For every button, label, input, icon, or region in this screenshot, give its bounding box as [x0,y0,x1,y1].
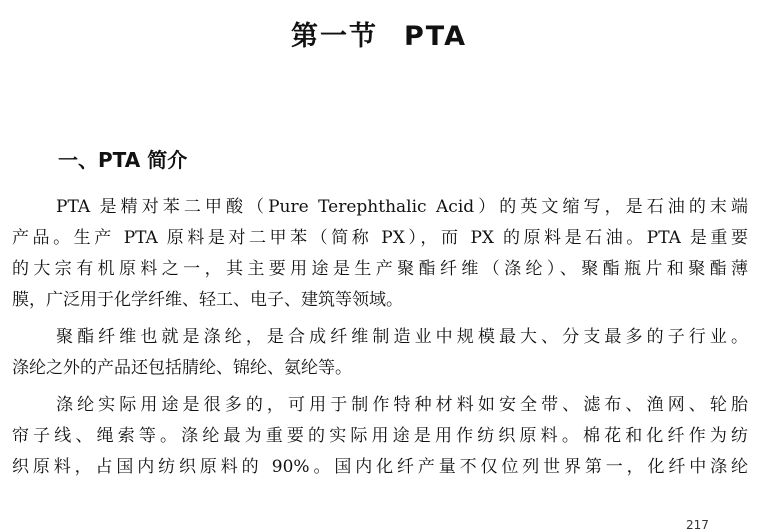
paragraph [12,322,748,384]
text-line: 涤纶之外的产品还包括腈纶、锦纶、氨纶等。 [12,358,352,378]
text-line: 帘子线、绳索等。涤纶最为重要的实际用途是用作纺织原料。棉花和化纤作为纺 [12,426,748,446]
text-line: 产品。生产 PTA 原料是对二甲苯（简称 PX），而 PX 的原料是石油。PTA 是重要 [12,228,748,248]
paragraph [12,390,748,483]
section-name: PTA [403,21,467,52]
text-line: 涤纶实际用途是很多的，可用于制作特种材料如安全带、滤布、渔网、轮胎 [56,395,748,415]
text-line: PTA 是精对苯二甲酸（Pure Terephthalic Acid）的英文缩写，是石油的末端 [56,197,748,217]
section-title [0,14,758,53]
paragraph [12,192,748,316]
subsection-heading: 一、PTA 简介 [58,148,188,172]
text-line: 膜，广泛用于化学纤维、轻工、电子、建筑等领域。 [12,290,403,310]
page-number: 217 [686,518,709,532]
section-number: 第一节 [290,21,378,52]
text-line: 织原料，占国内纺织原料的 90%。国内化纤产量不仅位列世界第一，化纤中涤纶 [12,457,748,477]
text-line: 聚酯纤维也就是涤纶，是合成纤维制造业中规模最大、分支最多的子行业。 [56,327,748,347]
body-text [12,192,748,489]
text-line: 的大宗有机原料之一，其主要用途是生产聚酯纤维（涤纶）、聚酯瓶片和聚酯薄 [12,259,748,279]
